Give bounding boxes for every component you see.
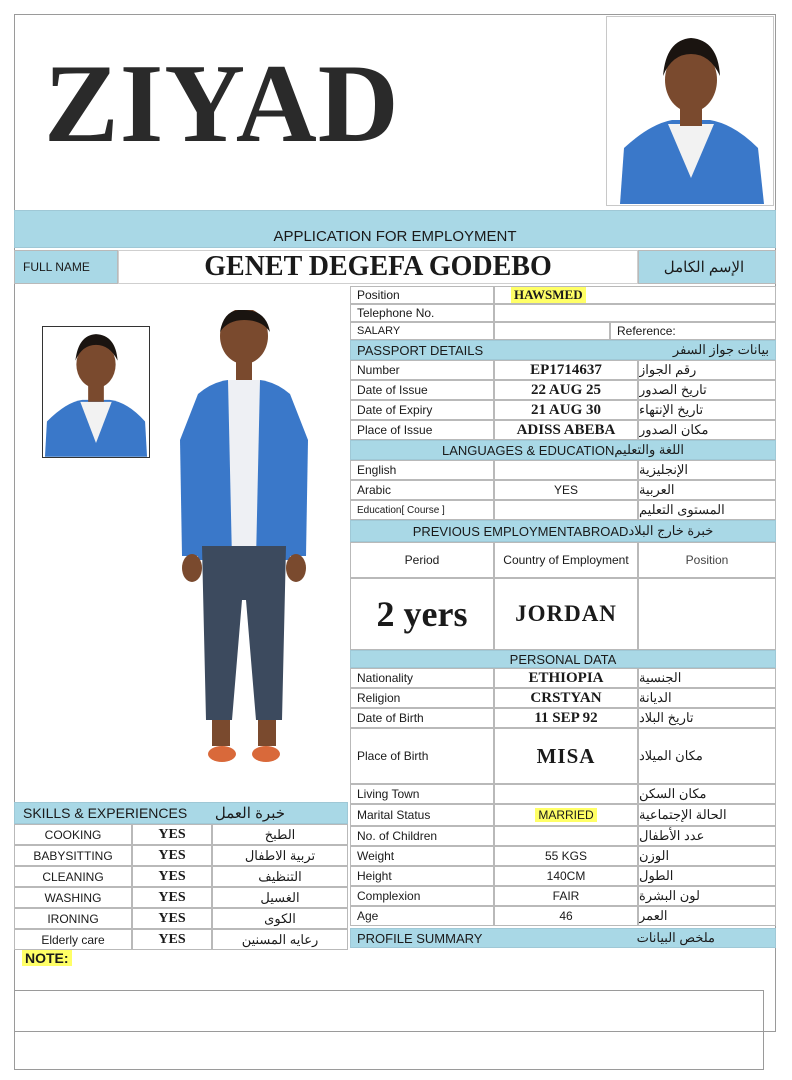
- position-header: [638, 542, 776, 578]
- personal-row-value: 46: [494, 906, 638, 926]
- passport-row-label-ar: تاريخ الإنتهاء: [638, 400, 776, 420]
- personal-row-value: 11 SEP 92: [494, 708, 638, 728]
- personal-row-label-ar: الجنسية: [638, 668, 776, 688]
- skill-row-label-ar: الطبخ: [212, 824, 348, 845]
- position-value-cell: [494, 286, 776, 304]
- language-row-label: English: [350, 460, 494, 480]
- skills-section-header: [14, 802, 348, 824]
- personal-row-label-ar: الديانة: [638, 688, 776, 708]
- personal-row-label: No. of Children: [350, 826, 494, 846]
- period-header: [350, 542, 494, 578]
- reference-label: Reference:: [610, 322, 776, 340]
- personal-row-label: Complexion: [350, 886, 494, 906]
- personal-row-label-ar: العمر: [638, 906, 776, 926]
- full-body-photo: [172, 310, 314, 770]
- passport-section-header: [350, 340, 776, 360]
- personal-row-label-ar: مكان السكن: [638, 784, 776, 804]
- personal-row-label: Date of Birth: [350, 708, 494, 728]
- small-portrait-photo: [42, 326, 150, 458]
- personal-row-value: [494, 784, 638, 804]
- language-row-label-ar: الإنجليزية: [638, 460, 776, 480]
- skills-title: SKILLS & EXPERIENCES: [23, 805, 188, 821]
- skill-row-value: YES: [132, 887, 212, 908]
- skill-row-label: BABYSITTING: [14, 845, 132, 866]
- profile-summary-label-ar: ملخص البيانات: [636, 930, 715, 945]
- passport-row-label-ar: رقم الجواز: [638, 360, 776, 380]
- telephone-value: [494, 304, 776, 322]
- passport-row-label: Place of Issue: [350, 420, 494, 440]
- personal-row-label: Marital Status: [350, 804, 494, 826]
- skill-row-label: COOKING: [14, 824, 132, 845]
- salary-label: SALARY: [350, 322, 494, 340]
- language-row-value: [494, 460, 638, 480]
- personal-row-label-ar: لون البشرة: [638, 886, 776, 906]
- skill-row-label: WASHING: [14, 887, 132, 908]
- full-name-label-ar: الإسم الكامل: [638, 250, 776, 284]
- skill-row-value: YES: [132, 845, 212, 866]
- personal-row-label-ar: مكان الميلاد: [638, 728, 776, 784]
- profile-summary-label: PROFILE SUMMARY: [357, 930, 483, 946]
- skill-row-label-ar: الغسيل: [212, 887, 348, 908]
- skill-row-label: CLEANING: [14, 866, 132, 887]
- skill-row-value: YES: [132, 824, 212, 845]
- passport-row-label: Date of Issue: [350, 380, 494, 400]
- full-name-label: FULL NAME: [14, 250, 118, 284]
- period-header-text: Period: [404, 553, 440, 567]
- personal-row-value: 55 KGS: [494, 846, 638, 866]
- profile-summary-header: [350, 928, 776, 948]
- passport-row-label: Number: [350, 360, 494, 380]
- languages-title: LANGUAGES & EDUCATION: [441, 442, 615, 458]
- passport-row-value: 22 AUG 25: [494, 380, 638, 400]
- personal-data-header: PERSONAL DATA: [350, 650, 776, 668]
- languages-title-ar: اللغة والتعليم: [614, 442, 685, 457]
- note-label: [22, 950, 72, 966]
- passport-row-value: 21 AUG 30: [494, 400, 638, 420]
- passport-row-label: Date of Expiry: [350, 400, 494, 420]
- personal-row-value: [494, 826, 638, 846]
- country-header-text: Country of Employment: [503, 552, 629, 567]
- skill-row-label-ar: الكوى: [212, 908, 348, 929]
- language-row-label: Education[ Course ]: [350, 500, 494, 520]
- personal-row-label: Height: [350, 866, 494, 886]
- note-label-text: NOTE:: [22, 950, 72, 966]
- position-header-text: Position: [685, 553, 729, 567]
- skill-row-value: YES: [132, 908, 212, 929]
- previous-employment-header: [350, 520, 776, 542]
- personal-row-value: FAIR: [494, 886, 638, 906]
- language-row-value: [494, 500, 638, 520]
- personal-row-label: Living Town: [350, 784, 494, 804]
- language-row-label-ar: المستوى التعليم: [638, 500, 776, 520]
- languages-section-header: [350, 440, 776, 460]
- personal-row-value: ETHIOPIA: [494, 668, 638, 688]
- employment-period: 2 yers: [350, 578, 494, 650]
- salary-value: [494, 322, 610, 340]
- language-row-value: YES: [494, 480, 638, 500]
- agency-name: ZIYAD: [44, 42, 400, 166]
- skill-row-label-ar: تربية الاطفال: [212, 845, 348, 866]
- personal-row-label-ar: الحالة الإجتماعية: [638, 804, 776, 826]
- telephone-label: Telephone No.: [350, 304, 494, 322]
- skill-row-label-ar: رعايه المسنين: [212, 929, 348, 950]
- personal-row-label: Place of Birth: [350, 728, 494, 784]
- personal-row-value: [494, 804, 638, 826]
- position-value: HAWSMED: [511, 287, 586, 303]
- employment-country: JORDAN: [494, 578, 638, 650]
- employment-position: [638, 578, 776, 650]
- personal-row-label: Nationality: [350, 668, 494, 688]
- previous-employment-title: PREVIOUS EMPLOYMENTABROAD: [412, 523, 629, 539]
- bottom-box: [14, 990, 764, 1070]
- skill-row-value: YES: [132, 929, 212, 950]
- passport-title-ar: بيانات جواز السفر: [672, 342, 769, 357]
- marital-status-value: MARRIED: [535, 808, 596, 822]
- personal-row-label-ar: الطول: [638, 866, 776, 886]
- personal-row-value: MISA: [494, 728, 638, 784]
- personal-row-label: Religion: [350, 688, 494, 708]
- passport-row-label-ar: تاريخ الصدور: [638, 380, 776, 400]
- form-title: APPLICATION FOR EMPLOYMENT: [14, 210, 776, 248]
- personal-row-label-ar: الوزن: [638, 846, 776, 866]
- skill-row-label: IRONING: [14, 908, 132, 929]
- language-row-label: Arabic: [350, 480, 494, 500]
- language-row-label-ar: العربية: [638, 480, 776, 500]
- country-header: [494, 542, 638, 578]
- personal-row-label-ar: تاريخ البلاد: [638, 708, 776, 728]
- skill-row-value: YES: [132, 866, 212, 887]
- personal-row-label: Weight: [350, 846, 494, 866]
- header-portrait-photo: [610, 28, 772, 204]
- passport-title: PASSPORT DETAILS: [357, 342, 484, 358]
- passport-row-value: ADISS ABEBA: [494, 420, 638, 440]
- previous-employment-title-ar: خبرة خارج البلاد: [628, 523, 714, 538]
- personal-row-label: Age: [350, 906, 494, 926]
- passport-row-label-ar: مكان الصدور: [638, 420, 776, 440]
- skills-title-ar: خبرة العمل: [214, 805, 285, 822]
- skill-row-label-ar: التنظيف: [212, 866, 348, 887]
- full-name-value: GENET DEGEFA GODEBO: [118, 250, 638, 284]
- skill-row-label: Elderly care: [14, 929, 132, 950]
- personal-row-label-ar: عدد الأطفال: [638, 826, 776, 846]
- personal-row-value: 140CM: [494, 866, 638, 886]
- passport-row-value: EP1714637: [494, 360, 638, 380]
- position-label: Position: [350, 286, 494, 304]
- personal-row-value: CRSTYAN: [494, 688, 638, 708]
